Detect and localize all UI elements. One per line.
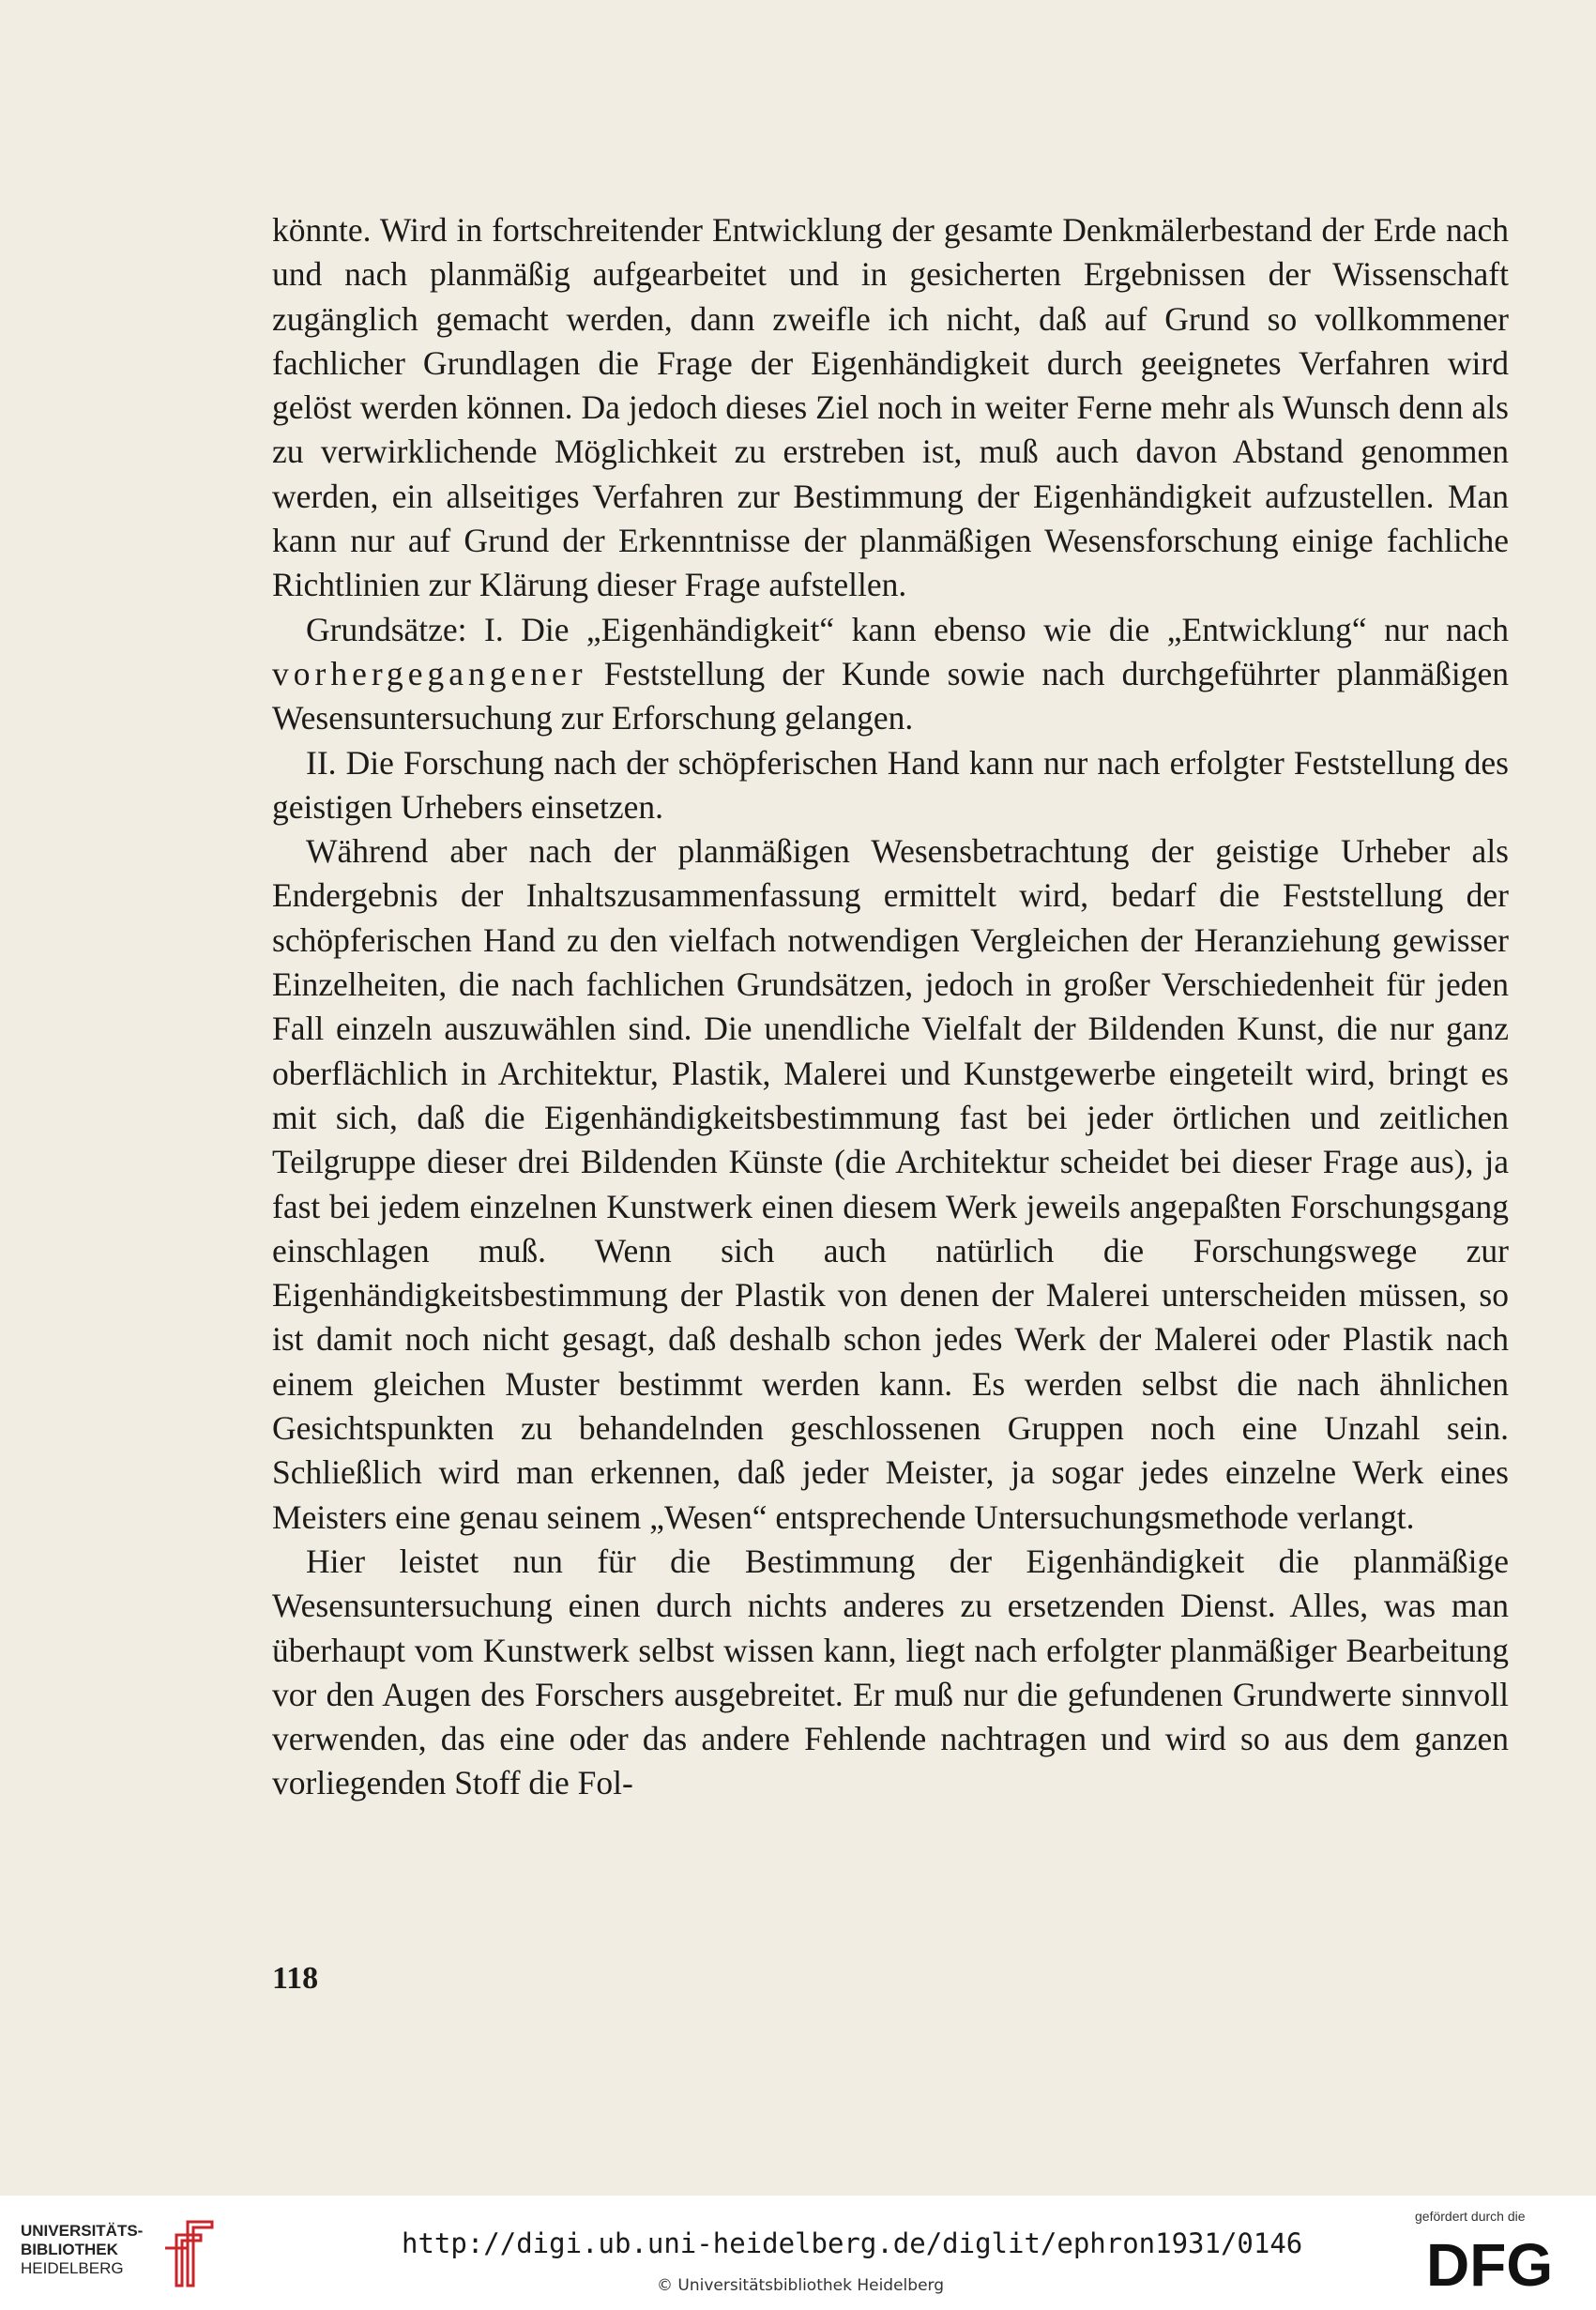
library-emblem-icon <box>160 2216 218 2291</box>
text-run: könnte. Wird in fortschreitender Entwicklung der gesamte Denkmälerbestand der Erde nach und nach planmäßig aufgearbeitet und in gesicherten Ergebnissen der Wissenschaft zugänglich gemacht werden, dann zweifle ich nicht, daß auf Grund so vollkommener fachlicher Grundlagen die Frage der Eigenhändigkeit durch geeignetes Verfahren wird gelöst werden können. Da jedoch dieses Ziel noch in weiter Ferne mehr als Wunsch denn als zu verwirklichende Möglichkeit zu erstreben ist, muß auch davon Abstand genommen werden, ein allseitiges Verfahren zur Bestimmung der Eigenhändigkeit aufzustellen. Man kann nur auf Grund der Erkenntnisse der planmäßigen Wesensforschung einige fachliche Richtlinien zur Klärung dieser Frage aufstellen. <box>272 211 1509 604</box>
library-logo-text <box>21 2222 143 2278</box>
body-text <box>272 208 1509 1806</box>
spaced-emphasis: vorhergegangener <box>272 654 587 692</box>
page-number: 118 <box>272 1961 319 1996</box>
paragraph <box>272 1540 1509 1806</box>
paragraph <box>272 829 1509 1540</box>
paragraph <box>272 608 1509 741</box>
document-url-link[interactable]: http://digi.ub.uni-heidelberg.de/diglit/ephron1931/0146 <box>402 2227 1303 2259</box>
text-run: Hier leistet nun für die Bestimmung der Eigenhändigkeit die planmäßige Wesensuntersuchung einen durch nichts anderes zu ersetzenden Dienst. Alles, was man überhaupt vom Kunstwerk selbst wissen kann, liegt nach erfolgter planmäßiger Bearbeitung vor den Augen des Forschers ausgebreitet. Er muß nur die gefundenen Grundwerte sinnvoll verwenden, das eine oder das andere Fehlende nachtragen und wird so aus dem ganzen vorliegenden Stoff die Fol- <box>272 1542 1509 1802</box>
paragraph <box>272 208 1509 608</box>
text-run: Feststellung der Kunde sowie nach durchgeführter planmäßigen Wesensuntersuchung zur Erforschung gelangen. <box>272 654 1509 737</box>
dfg-logo[interactable] <box>1389 2209 1576 2302</box>
text-run: Während aber nach der planmäßigen Wesensbetrachtung der geistige Urheber als Endergebnis der Inhaltszusammenfassung ermittelt wird, bedarf die Feststellung der schöpferischen Hand zu den vielfach notwendigen Vergleichen der Heranziehung gewisser Einzelheiten, die nach fachlichen Grundsätzen, jedoch in großer Verschiedenheit für jeden Fall einzeln auszuwählen sind. Die unendliche Vielfalt der Bildenden Kunst, die nur ganz oberflächlich in Architektur, Plastik, Malerei und Kunstgewerbe eingeteilt wird, bringt es mit sich, daß die Eigenhändigkeitsbestimmung fast bei jeder örtlichen und zeitlichen Teilgruppe dieser drei Bildenden Künste (die Architektur scheidet bei dieser Frage aus), ja fast bei jedem einzelnen Kunstwerk einen diesem Werk jeweils angepaßten Forschungsgang einschlagen muß. Wenn sich auch natürlich die Forschungswege zur Eigenhändigkeitsbestimmung der Plastik von denen der Malerei unterscheiden müssen, so ist damit noch nicht gesagt, daß deshalb schon jedes Werk der Malerei oder Plastik nach einem gleichen Muster bestimmt werden kann. Es werden selbst die nach ähnlichen Gesichtspunkten zu behandelnden geschlossenen Gruppen noch eine Unzahl sein. Schließlich wird man erkennen, daß jeder Meister, ja sogar jedes einzelne Werk eines Meisters eine genau seinem „Wesen“ entsprechende Untersuchungsmethode verlangt. <box>272 832 1509 1536</box>
library-logo[interactable] <box>21 2216 227 2291</box>
library-logo-line-2: BIBLIOTHEK <box>21 2241 118 2258</box>
footer-bar <box>0 2196 1596 2310</box>
library-logo-line-1: UNIVERSITÄTS- <box>21 2222 144 2240</box>
copyright-notice: © Universitätsbibliothek Heidelberg <box>657 2276 945 2295</box>
paragraph <box>272 741 1509 830</box>
text-run: Grundsätze: I. Die „Eigenhändigkeit“ kann ebenso wie die „Entwicklung“ nur nach <box>306 610 1509 648</box>
text-run: II. Die Forschung nach der schöpferischen Hand kann nur nach erfolgter Feststellung des geistigen Urhebers einsetzen. <box>272 743 1509 826</box>
dfg-logo-text: DFG <box>1426 2235 1554 2293</box>
dfg-logo-icon <box>1426 2235 1558 2293</box>
library-logo-line-3: HEIDELBERG <box>21 2259 124 2277</box>
dfg-caption: gefördert durch die <box>1415 2209 1526 2224</box>
